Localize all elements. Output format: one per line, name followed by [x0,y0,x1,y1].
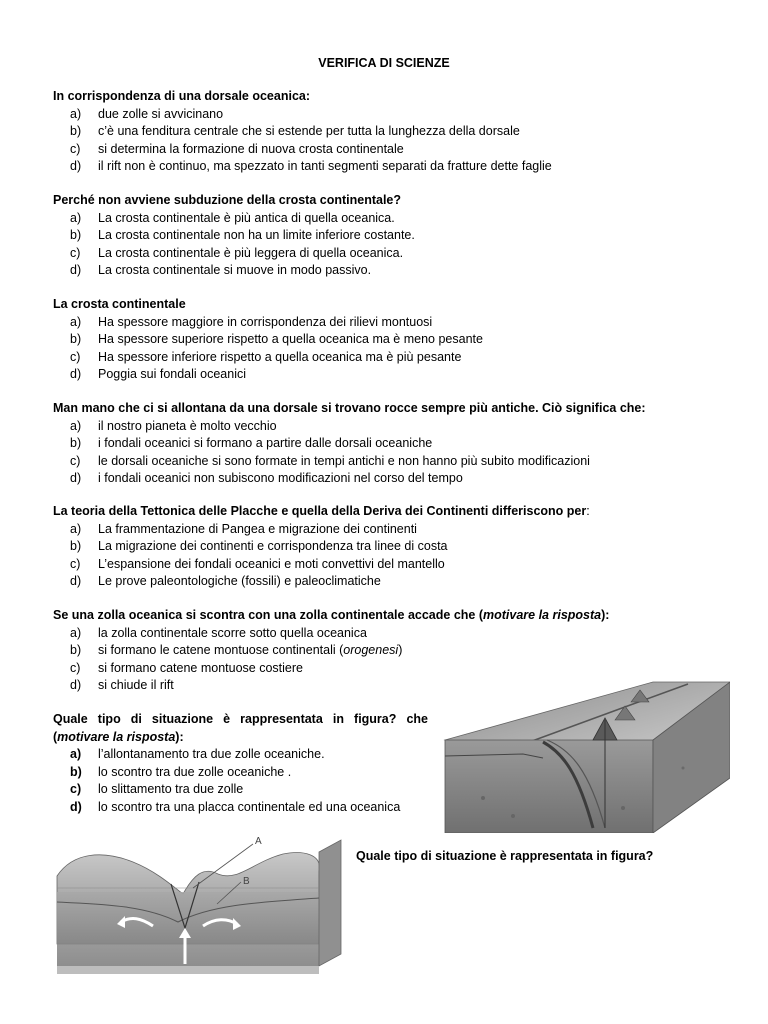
question-1 [53,88,713,176]
question-3 [53,296,713,384]
option-b[interactable]: b) i fondali oceanici si formano a partire dalle dorsali oceaniche [70,436,433,451]
rift-block-diagram [53,832,345,976]
option-d[interactable]: d) lo scontro tra una placca continentale ed una oceanica [70,799,401,814]
question-stem: Quale tipo di situazione è rappresentata in figura? che (motivare la risposta): [53,712,428,744]
question-stem: La teoria della Tettonica delle Placche e quella della Deriva dei Continenti differiscono per: [53,504,590,518]
option-b[interactable]: b) La crosta continentale non ha un limite inferiore costante. [70,228,415,243]
option-a[interactable]: a) Ha spessore maggiore in corrispondenza dei rilievi montuosi [70,314,433,329]
option-c[interactable]: c) Ha spessore inferiore rispetto a quella oceanica ma è più pesante [70,349,462,364]
question-stem: Se una zolla oceanica si scontra con una zolla continentale accade che (motivare la risposta): [53,608,610,622]
question-8-stem: Quale tipo di situazione è rappresentata in figura? [356,849,654,863]
rift-diagram-graphic [53,832,345,976]
question-stem: In corrispondenza di una dorsale oceanica: [53,89,311,103]
option-c[interactable]: c) si determina la formazione di nuova crosta continentale [70,141,404,156]
option-c[interactable]: c) La crosta continentale è più leggera di quella oceanica. [70,245,404,260]
question-stem: Perché non avviene subduzione della crosta continentale? [53,193,402,207]
option-c[interactable]: c) le dorsali oceaniche si sono formate in tempi antichi e non hanno più subito modificazioni [70,453,590,468]
option-d[interactable]: d) i fondali oceanici non subiscono modificazioni nel corso del tempo [70,471,463,486]
option-a[interactable]: a) La crosta continentale è più antica di quella oceanica. [70,210,395,225]
option-b[interactable]: b) c’è una fenditura centrale che si estende per tutta la lunghezza della dorsale [70,124,520,139]
question-stem: Man mano che ci si allontana da una dorsale si trovano rocce sempre più antiche. Ciò significa che: [53,401,646,415]
option-a[interactable]: a) due zolle si avvicinano [70,106,224,121]
option-d[interactable]: d) Poggia sui fondali oceanici [70,367,247,382]
question-2 [53,192,713,280]
option-b[interactable]: b) lo scontro tra due zolle oceaniche . [70,764,292,779]
figure-label-a: A [255,836,262,847]
page-title: VERIFICA DI SCIENZE [318,56,450,70]
option-a[interactable]: a) l’allontanamento tra due zolle oceaniche. [70,747,325,762]
option-b[interactable]: b) Ha spessore superiore rispetto a quella oceanica ma è meno pesante [70,332,483,347]
question-5 [53,503,713,591]
option-a[interactable]: a) la zolla continentale scorre sotto quella oceanica [70,625,367,640]
option-d[interactable]: d) si chiude il rift [70,678,174,693]
option-d[interactable]: d) La crosta continentale si muove in modo passivo. [70,263,372,278]
option-b[interactable]: b) La migrazione dei continenti e corrispondenza tra linee di costa [70,539,448,554]
question-7 [53,711,428,817]
option-d[interactable]: d) il rift non è continuo, ma spezzato in tanti segmenti separati da fratture dette faglie [70,159,552,174]
subduction-block-diagram [443,678,730,833]
option-c[interactable]: c) lo slittamento tra due zolle [70,782,244,797]
question-stem: La crosta continentale [53,297,186,311]
option-d[interactable]: d) Le prove paleontologiche (fossili) e paleoclimatiche [70,574,381,589]
question-4 [53,400,713,488]
option-b[interactable]: b) si formano le catene montuose continentali (orogenesi) [70,643,403,658]
figure-label-b: B [243,876,250,887]
option-a[interactable]: a) La frammentazione di Pangea e migrazione dei continenti [70,521,417,536]
option-c[interactable]: c) si formano catene montuose costiere [70,660,303,675]
option-c[interactable]: c) L’espansione dei fondali oceanici e moti convettivi del mantello [70,556,445,571]
option-a[interactable]: a) il nostro pianeta è molto vecchio [70,418,277,433]
